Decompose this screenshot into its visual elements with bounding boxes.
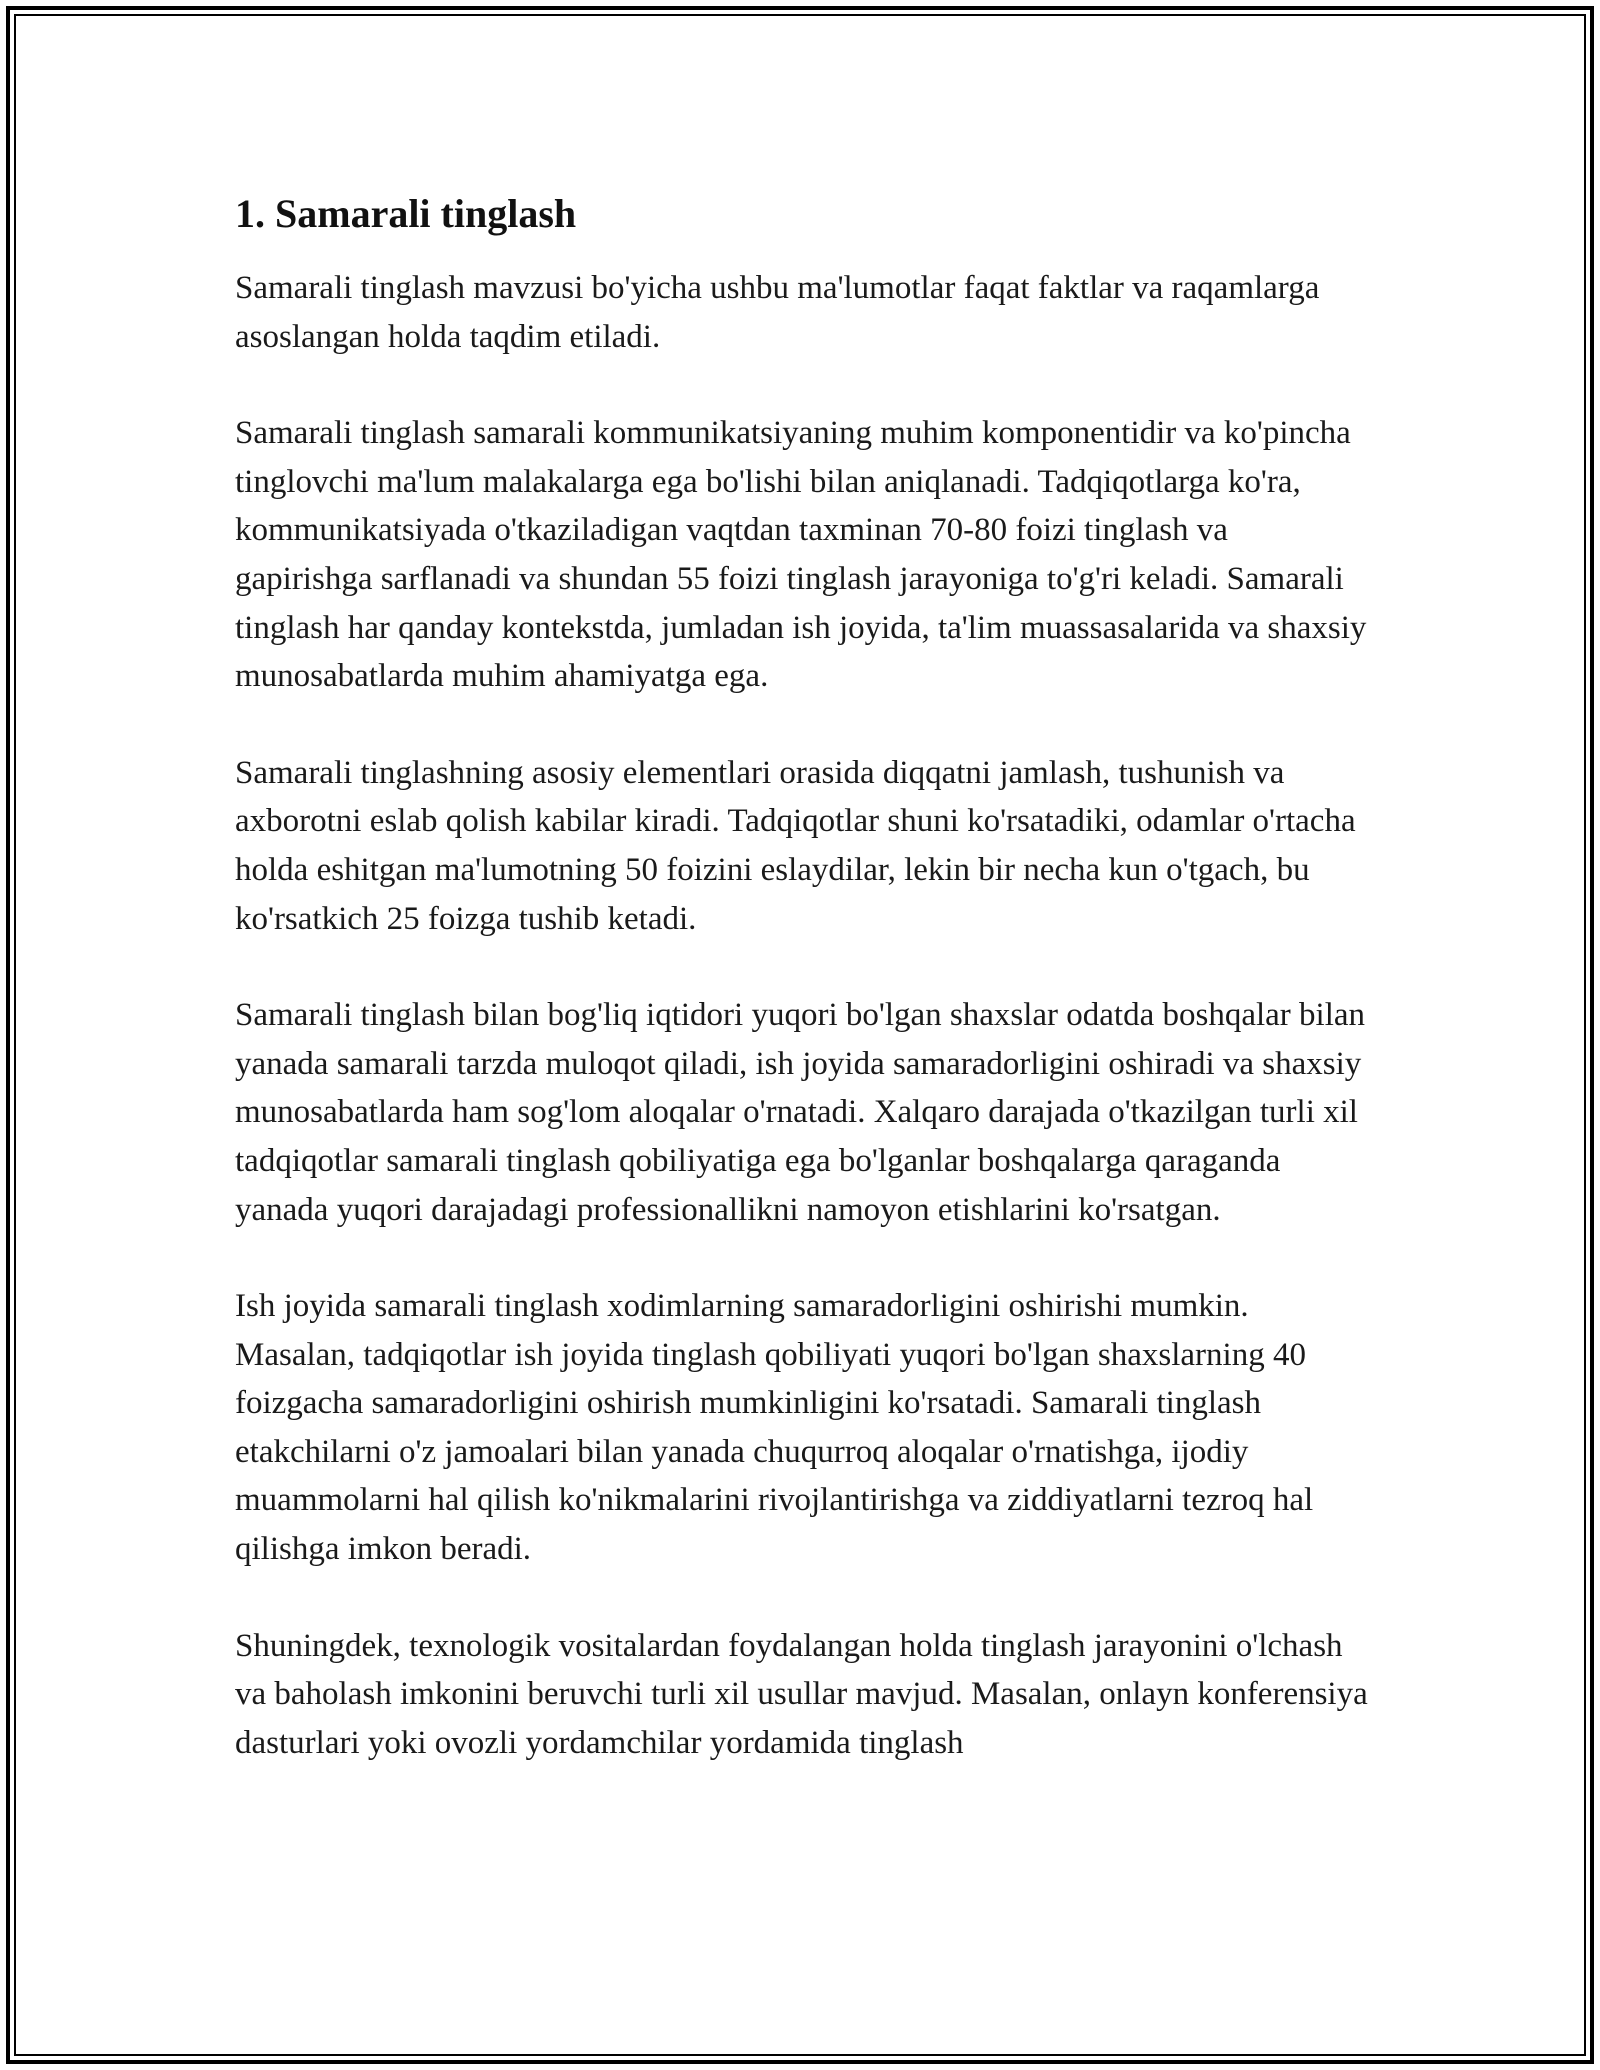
section-heading: 1. Samarali tinglash (235, 191, 577, 236)
paragraph-key-elements: Samarali tinglashning asosiy elementlari orasida diqqatni jamlash, tushunish va axborotni eslab qolish kabilar kiradi. Tadqiqotlar shuni ko'rsatadiki, odamlar o'rtacha holda eshitgan ma'lumotning 50 foizini eslaydilar, lekin bir necha kun o'tgach, bu ko'rsatkich 25 foizga tushib ketadi. (235, 754, 1356, 937)
document-body (235, 186, 1370, 1815)
paragraph-workplace: Ish joyida samarali tinglash xodimlarning samaradorligini oshirishi mumkin. Masalan, tadqiqotlar ish joyida tinglash qobiliyati yuqori bo'lgan shaxslarning 40 foizgacha samaradorligini oshirish mumkinligini ko'rsatadi. Samarali tinglash etakchilarni o'z jamoalari bilan yanada chuqurroq aloqalar o'rnatishga, ijodiy muammolarni hal qilish ko'nikmalarini rivojlantirishga va ziddiyatlarni tezroq hal qilishga imkon beradi. (235, 1288, 1314, 1568)
paragraph-benefits: Samarali tinglash bilan bog'liq iqtidori yuqori bo'lgan shaxslar odatda boshqalar bilan yanada samarali tarzda muloqot qiladi, ish joyida samaradorligini oshiradi va shaxsiy munosabatlarda ham sog'lom aloqalar o'rnatadi. Xalqaro darajada o'tkazilgan turli xil tadqiqotlar samarali tinglash qobiliyatiga ega bo'lganlar boshqalarga qaraganda yanada yuqori darajadagi professionallikni namoyon etishlarini ko'rsatgan. (235, 997, 1366, 1228)
paragraph-technology: Shuningdek, texnologik vositalardan foydalangan holda tinglash jarayonini o'lchash va baholash imkonini beruvchi turli xil usullar mavjud. Masalan, onlayn konferensiya dasturlari yoki ovozli yordamchilar yordamida tinglash (235, 1627, 1368, 1761)
paragraph-intro: Samarali tinglash mavzusi bo'yicha ushbu ma'lumotlar faqat faktlar va raqamlarga asoslangan holda taqdim etiladi. (235, 270, 1320, 355)
paragraph-communication-stats: Samarali tinglash samarali kommunikatsiyaning muhim komponentidir va ko'pincha tinglovchi ma'lum malakalarga ega bo'lishi bilan aniqlanadi. Tadqiqotlarga ko'ra, kommunikatsiyada o'tkaziladigan vaqtdan taxminan 70-80 foizi tinglash va gapirishga sarflanadi va shundan 55 foizi tinglash jarayoniga to'g'ri keladi. Samarali tinglash har qanday kontekstda, jumladan ish joyida, ta'lim muassasalarida va shaxsiy munosabatlarda muhim ahamiyatga ega. (235, 415, 1367, 695)
